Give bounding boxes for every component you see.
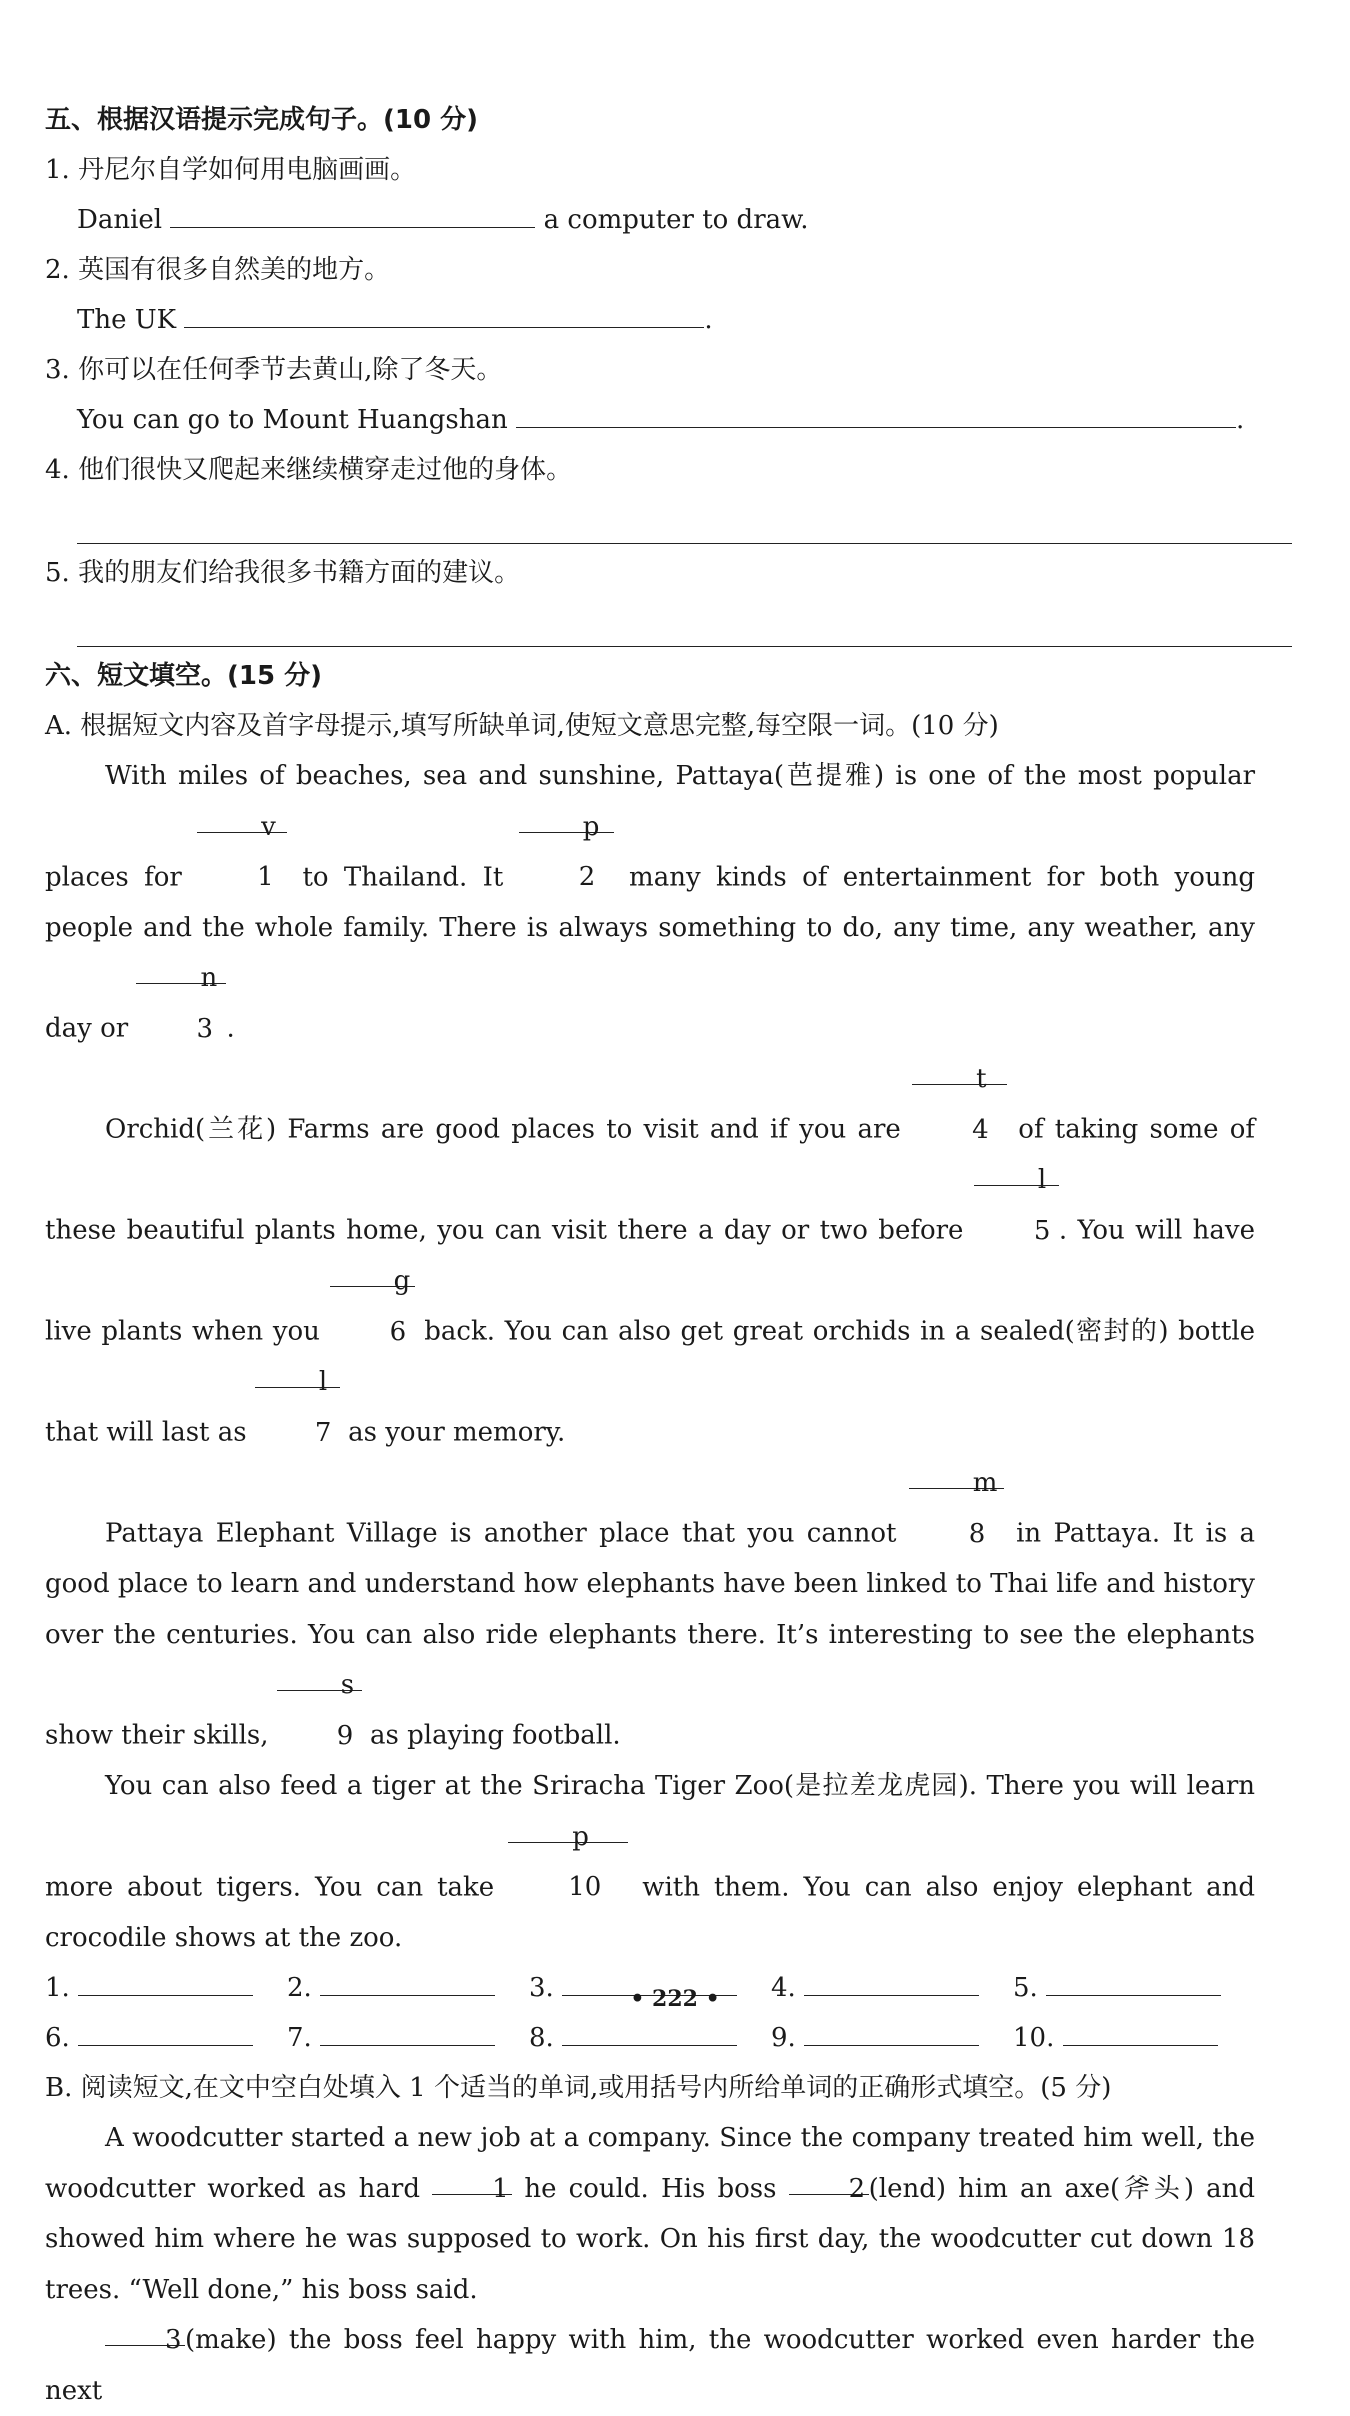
blank-a10[interactable]: p 10 xyxy=(508,1812,628,1843)
passage-a-paragraph-3: Pattaya Elephant Village is another place that you cannot m 8 in Pattaya. It is a good place to learn and understand how elephants have been linked to Thai life and history over the centuries. You can also ride elephants there. It’s interesting to see the elephants show their skills, s 9 as playing football. xyxy=(45,1458,1255,1761)
q2-chinese: 2. 英国有很多自然美的地方。 xyxy=(45,255,391,285)
q3-english: You can go to Mount Huangshan . xyxy=(45,395,1255,445)
blank-a1[interactable]: v 1 xyxy=(197,802,287,833)
answer-row-2 xyxy=(45,2013,1255,2063)
blank-a2[interactable]: p 2 xyxy=(519,802,614,833)
q4-answer-line[interactable] xyxy=(77,495,1292,544)
blank-a7[interactable]: l 7 xyxy=(255,1357,340,1388)
blank-a5[interactable]: l 5 xyxy=(974,1155,1059,1186)
answer-slot-9[interactable]: 9. xyxy=(771,2013,1013,2063)
answer-slot-6[interactable]: 6. xyxy=(45,2013,287,2063)
q1-english: Daniel a computer to draw. xyxy=(45,195,1255,245)
blank-a3[interactable]: n 3 xyxy=(136,953,226,984)
page-number: • 222 • xyxy=(630,1986,720,2012)
part-a-instructions: A. 根据短文内容及首字母提示,填写所缺单词,使短文意思完整,每空限一词。(10 分) xyxy=(45,711,999,741)
q4-chinese: 4. 他们很快又爬起来继续横穿走过他的身体。 xyxy=(45,455,573,485)
q2-answer-blank[interactable] xyxy=(184,297,704,328)
blank-a8[interactable]: m 8 xyxy=(909,1458,1004,1489)
blank-b1[interactable]: 1 xyxy=(432,2164,512,2195)
answer-slot-8[interactable]: 8. xyxy=(529,2013,771,2063)
answer-slot-5[interactable]: 5. xyxy=(1013,1963,1255,2013)
blank-a6[interactable]: g 6 xyxy=(330,1256,415,1287)
part-b-instructions: B. 阅读短文,在文中空白处填入 1 个适当的单词,或用括号内所给单词的正确形式填空。(5 分) xyxy=(45,2073,1112,2103)
answer-slot-3[interactable]: 3. xyxy=(529,1963,771,2013)
section-6-heading: 六、短文填空。(15 分) xyxy=(45,661,322,691)
blank-b3[interactable]: 3 xyxy=(105,2315,185,2346)
q3-chinese: 3. 你可以在任何季节去黄山,除了冬天。 xyxy=(45,355,503,385)
answer-slot-4[interactable]: 4. xyxy=(771,1963,1013,2013)
q1-chinese: 1. 丹尼尔自学如何用电脑画画。 xyxy=(45,155,417,185)
answer-slot-2[interactable]: 2. xyxy=(287,1963,529,2013)
q5-answer-line[interactable] xyxy=(77,598,1292,647)
passage-a-paragraph-4: You can also feed a tiger at the Sriracha Tiger Zoo(是拉差龙虎园). There you will learn more about tigers. You can take p 10 with them. You can also enjoy elephant and crocodile shows at the zoo. xyxy=(45,1771,1256,1953)
passage-b-paragraph-2: 3 (make) the boss feel happy with him, the woodcutter worked even harder the next xyxy=(45,2315,1255,2416)
section-5-heading: 五、根据汉语提示完成句子。(10 分) xyxy=(45,105,478,135)
passage-b-paragraph-1: A woodcutter started a new job at a company. Since the company treated him well, the woodcutter worked as hard 1 he could. His boss 2 (lend) him an axe(斧头) and showed him where he was supposed to work. On his first day, the woodcutter cut down 18 trees. “Well done,” his boss said. xyxy=(45,2123,1256,2305)
blank-a9[interactable]: s 9 xyxy=(277,1660,362,1691)
answer-slot-1[interactable]: 1. xyxy=(45,1963,287,2013)
answer-slot-7[interactable]: 7. xyxy=(287,2013,529,2063)
q2-english: The UK . xyxy=(45,295,1255,345)
blank-a4[interactable]: t 4 xyxy=(912,1054,1007,1085)
passage-a-paragraph-2: Orchid(兰花) Farms are good places to visit and if you are t 4 of taking some of these beautiful plants home, you can visit there a day or two before l 5 . You will have live plants when you g 6 back. You can also get great orchids in a sealed(密封的) bottle that will last as l 7 as your memory. xyxy=(45,1054,1255,1458)
q1-answer-blank[interactable] xyxy=(170,197,535,228)
passage-a-paragraph-1: With miles of beaches, sea and sunshine, Pattaya(芭提雅) is one of the most popular places for v 1 to Thailand. It p 2 many kinds of entertainment for both young people and the whole family. There is always something to do, any time, any weather, any day or n 3 . xyxy=(45,761,1256,1044)
q5-chinese: 5. 我的朋友们给我很多书籍方面的建议。 xyxy=(45,558,521,588)
blank-b2[interactable]: 2 xyxy=(789,2164,869,2195)
q3-answer-blank[interactable] xyxy=(516,397,1236,428)
answer-slot-10[interactable]: 10. xyxy=(1013,2013,1255,2063)
